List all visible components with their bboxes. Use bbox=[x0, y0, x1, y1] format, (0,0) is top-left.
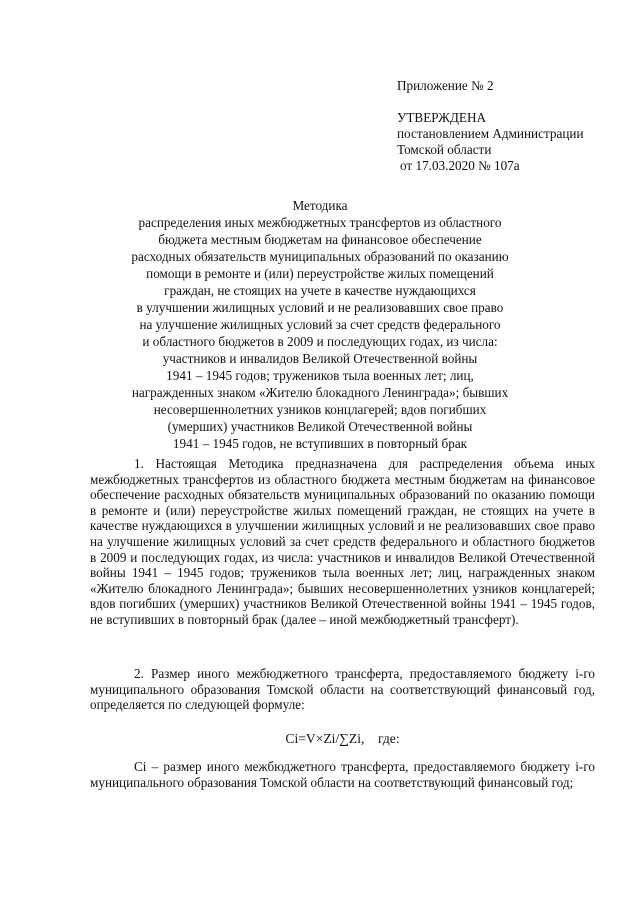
title-heading: Методика bbox=[292, 198, 348, 213]
title-line: граждан, не стоящих на учете в качестве нуждающихся bbox=[164, 283, 476, 298]
title-line: награжденных знаком «Жителю блокадного Ленинграда»; бывших bbox=[131, 385, 509, 400]
region-label: Томской области bbox=[397, 142, 492, 157]
appendix-label: Приложение № 2 bbox=[397, 78, 494, 93]
title-line: 1941 – 1945 годов; тружеников тыла военных лет; лиц, bbox=[166, 368, 474, 383]
paragraph-2: 2. Размер иного межбюджетного трансферта, предоставляемого бюджету i-го муниципального образования Томской области на соответствующий финансовый год, определяется по следующей формуле: bbox=[90, 666, 595, 713]
title-line: участников и инвалидов Великой Отечественной войны bbox=[162, 351, 478, 366]
title-line: помощи в ремонте и (или) переустройстве жилых помещений bbox=[146, 266, 494, 281]
title-line: на улучшение жилищных условий за счет средств федерального bbox=[139, 317, 501, 332]
title-line: (умерших) участников Великой Отечественной войны bbox=[167, 419, 473, 434]
spacer bbox=[397, 94, 627, 110]
paragraph-3: Ci – размер иного межбюджетного трансферта, предоставляемого бюджету i-го муниципального образования Томской области на соответствующий финансовый год; bbox=[90, 759, 595, 790]
title-line: в улучшении жилищных условий и не реализовавших свое право bbox=[136, 300, 504, 315]
title-line: 1941 – 1945 годов, не вступивших в повторный брак bbox=[172, 436, 468, 451]
title-line: и областного бюджетов в 2009 и последующих годах, из числа: bbox=[142, 334, 498, 349]
title-line: расходных обязательств муниципальных образований по оказанию bbox=[131, 249, 509, 264]
approval-stamp bbox=[397, 78, 627, 174]
paragraph-1: 1. Настоящая Методика предназначена для распределения объема иных межбюджетных трансфертов из областного бюджета местным бюджетам на финансовое обеспечение расходных обязательств муниципальных образований по оказанию помощи в ремонте и (или) переустройстве жилых помещений граждан, не стоящих на учете в качестве нуждающихся в улучшении жилищных условий и не реализовавших свое право на улучшение жилищных условий за счет средств федерального и областного бюджетов в 2009 и последующих годах, из числа: участников и инвалидов Великой Отечественной войны 1941 – 1945 годов; тружеников тыла военных лет; лиц, награжденных знаком «Жителю блокадного Ленинграда»; бывших несовершеннолетних узников концлагерей; вдов погибших (умерших) участников Великой Отечественной войны 1941 – 1945 годов, не вступивших в повторный брак (далее – иной межбюджетный трансферт). bbox=[90, 456, 595, 627]
title-line: несовершеннолетних узников концлагерей; вдов погибших bbox=[153, 402, 487, 417]
formula: Ci=V×Zi/∑Zi, где: bbox=[285, 731, 400, 746]
date-number-label: от 17.03.2020 № 107а bbox=[400, 158, 520, 173]
title-line: бюджета местным бюджетам на финансовое обеспечение bbox=[158, 232, 482, 247]
decree-label: постановлением Администрации bbox=[397, 126, 584, 141]
document-title bbox=[90, 197, 550, 452]
approved-label: УТВЕРЖДЕНА bbox=[397, 110, 487, 125]
title-line: распределения иных межбюджетных трансфертов из областного bbox=[138, 215, 502, 230]
